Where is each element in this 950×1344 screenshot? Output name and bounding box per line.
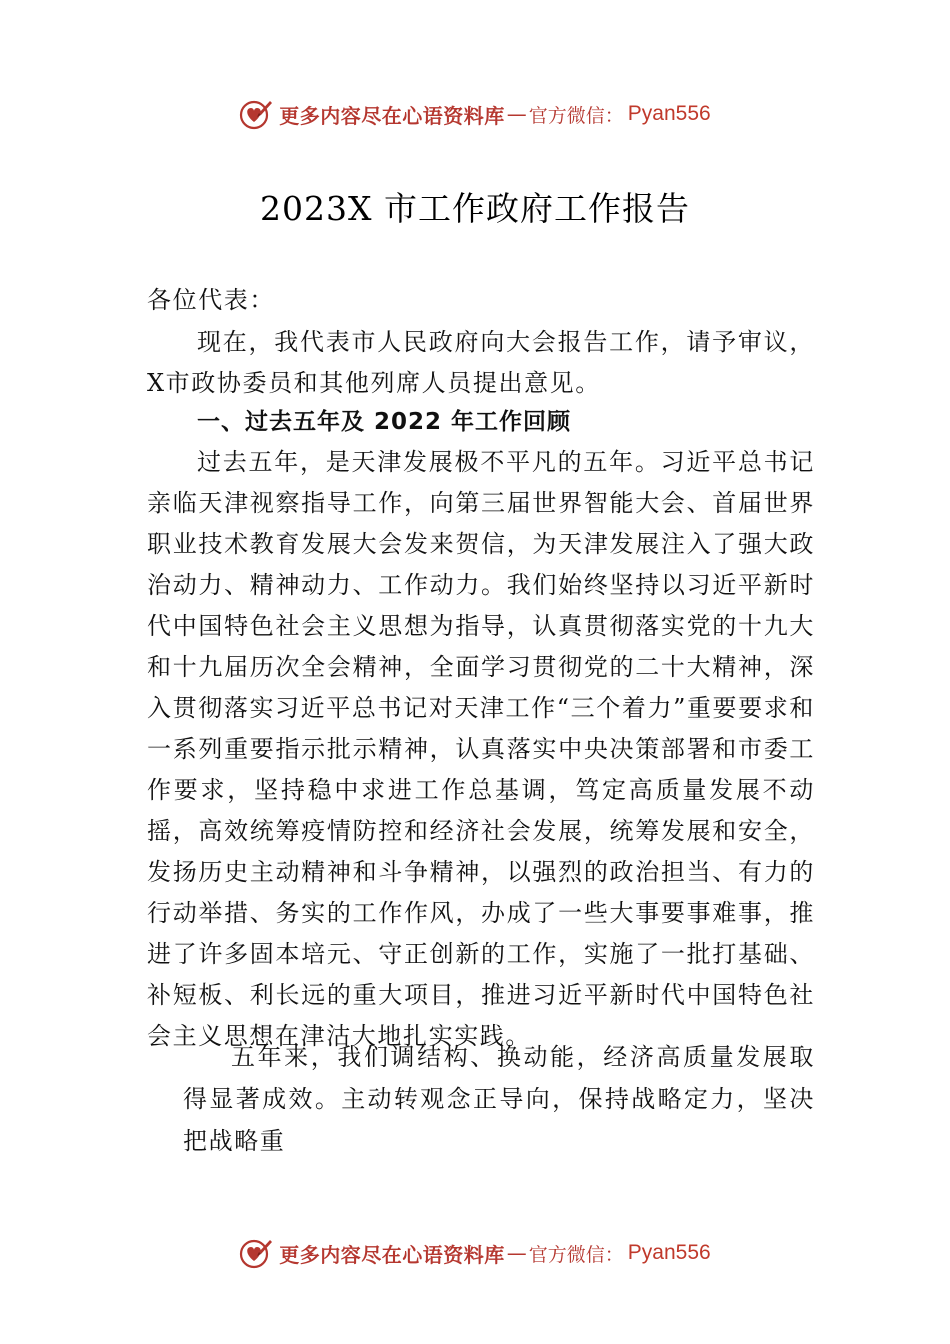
paragraph-five-years: 五年来，我们调结构、换动能，经济高质量发展取得显著成效。主动转观念正导向，保持战略定力，坚决把战略重 <box>183 1043 815 1155</box>
header-banner <box>0 92 950 136</box>
banner-brand-text: 更多内容尽在心语资料库 <box>279 1242 505 1267</box>
banner-wechat-id: Pyan556 <box>627 102 711 125</box>
heart-pen-logo-icon <box>239 97 273 131</box>
banner-separator: — <box>506 102 527 126</box>
banner-brand-text: 更多内容尽在心语资料库 <box>279 103 505 128</box>
banner-separator: — <box>506 1241 527 1265</box>
banner-official-label: 官方微信： <box>528 104 624 127</box>
paragraph-review: 过去五年，是天津发展极不平凡的五年。习近平总书记亲临天津视察指导工作，向第三届世界智能大会、首届世界职业技术教育发展大会发来贺信，为天津发展注入了强大政治动力、精神动力、工作动力。我们始终坚持以习近平新时代中国特色社会主义思想为指导，认真贯彻落实党的十九大和十九届历次全会精神，全面学习贯彻党的二十大精神，深入贯彻落实习近平总书记对天津工作“三个着力”重要要求和一系列重要指示批示精神，认真落实中央决策部署和市委工作要求，坚持稳中求进工作总基调，笃定高质量发展不动摇，高效统筹疫情防控和经济社会发展，统筹发展和安全， 发扬历史主动精神和斗争精神，以强烈的政治担当、有力的行动举措、务实的工作作风，办成了一些大事要事难事，推进了许多固本培元、守正创新的工作，实施了一批打基础、 补短板、利长远的重大项目，推进习近平新时代中国特色社会主义思想在津沽大地扎实实践。 <box>147 448 815 1050</box>
salutation: 各位代表： <box>147 286 275 314</box>
section-heading: 一、过去五年及 2022 年工作回顾 <box>197 409 572 435</box>
intro-paragraph: 现在，我代表市人民政府向大会报告工作，请予审议，X市政协委员和其他列席人员提出意见。 <box>147 328 815 397</box>
heart-pen-logo-icon <box>239 1236 273 1270</box>
banner-official-label: 官方微信： <box>528 1243 624 1266</box>
footer-banner <box>0 1231 950 1275</box>
document-title: 2023X 市工作政府工作报告 <box>260 189 690 228</box>
banner-wechat-id: Pyan556 <box>627 1241 711 1264</box>
